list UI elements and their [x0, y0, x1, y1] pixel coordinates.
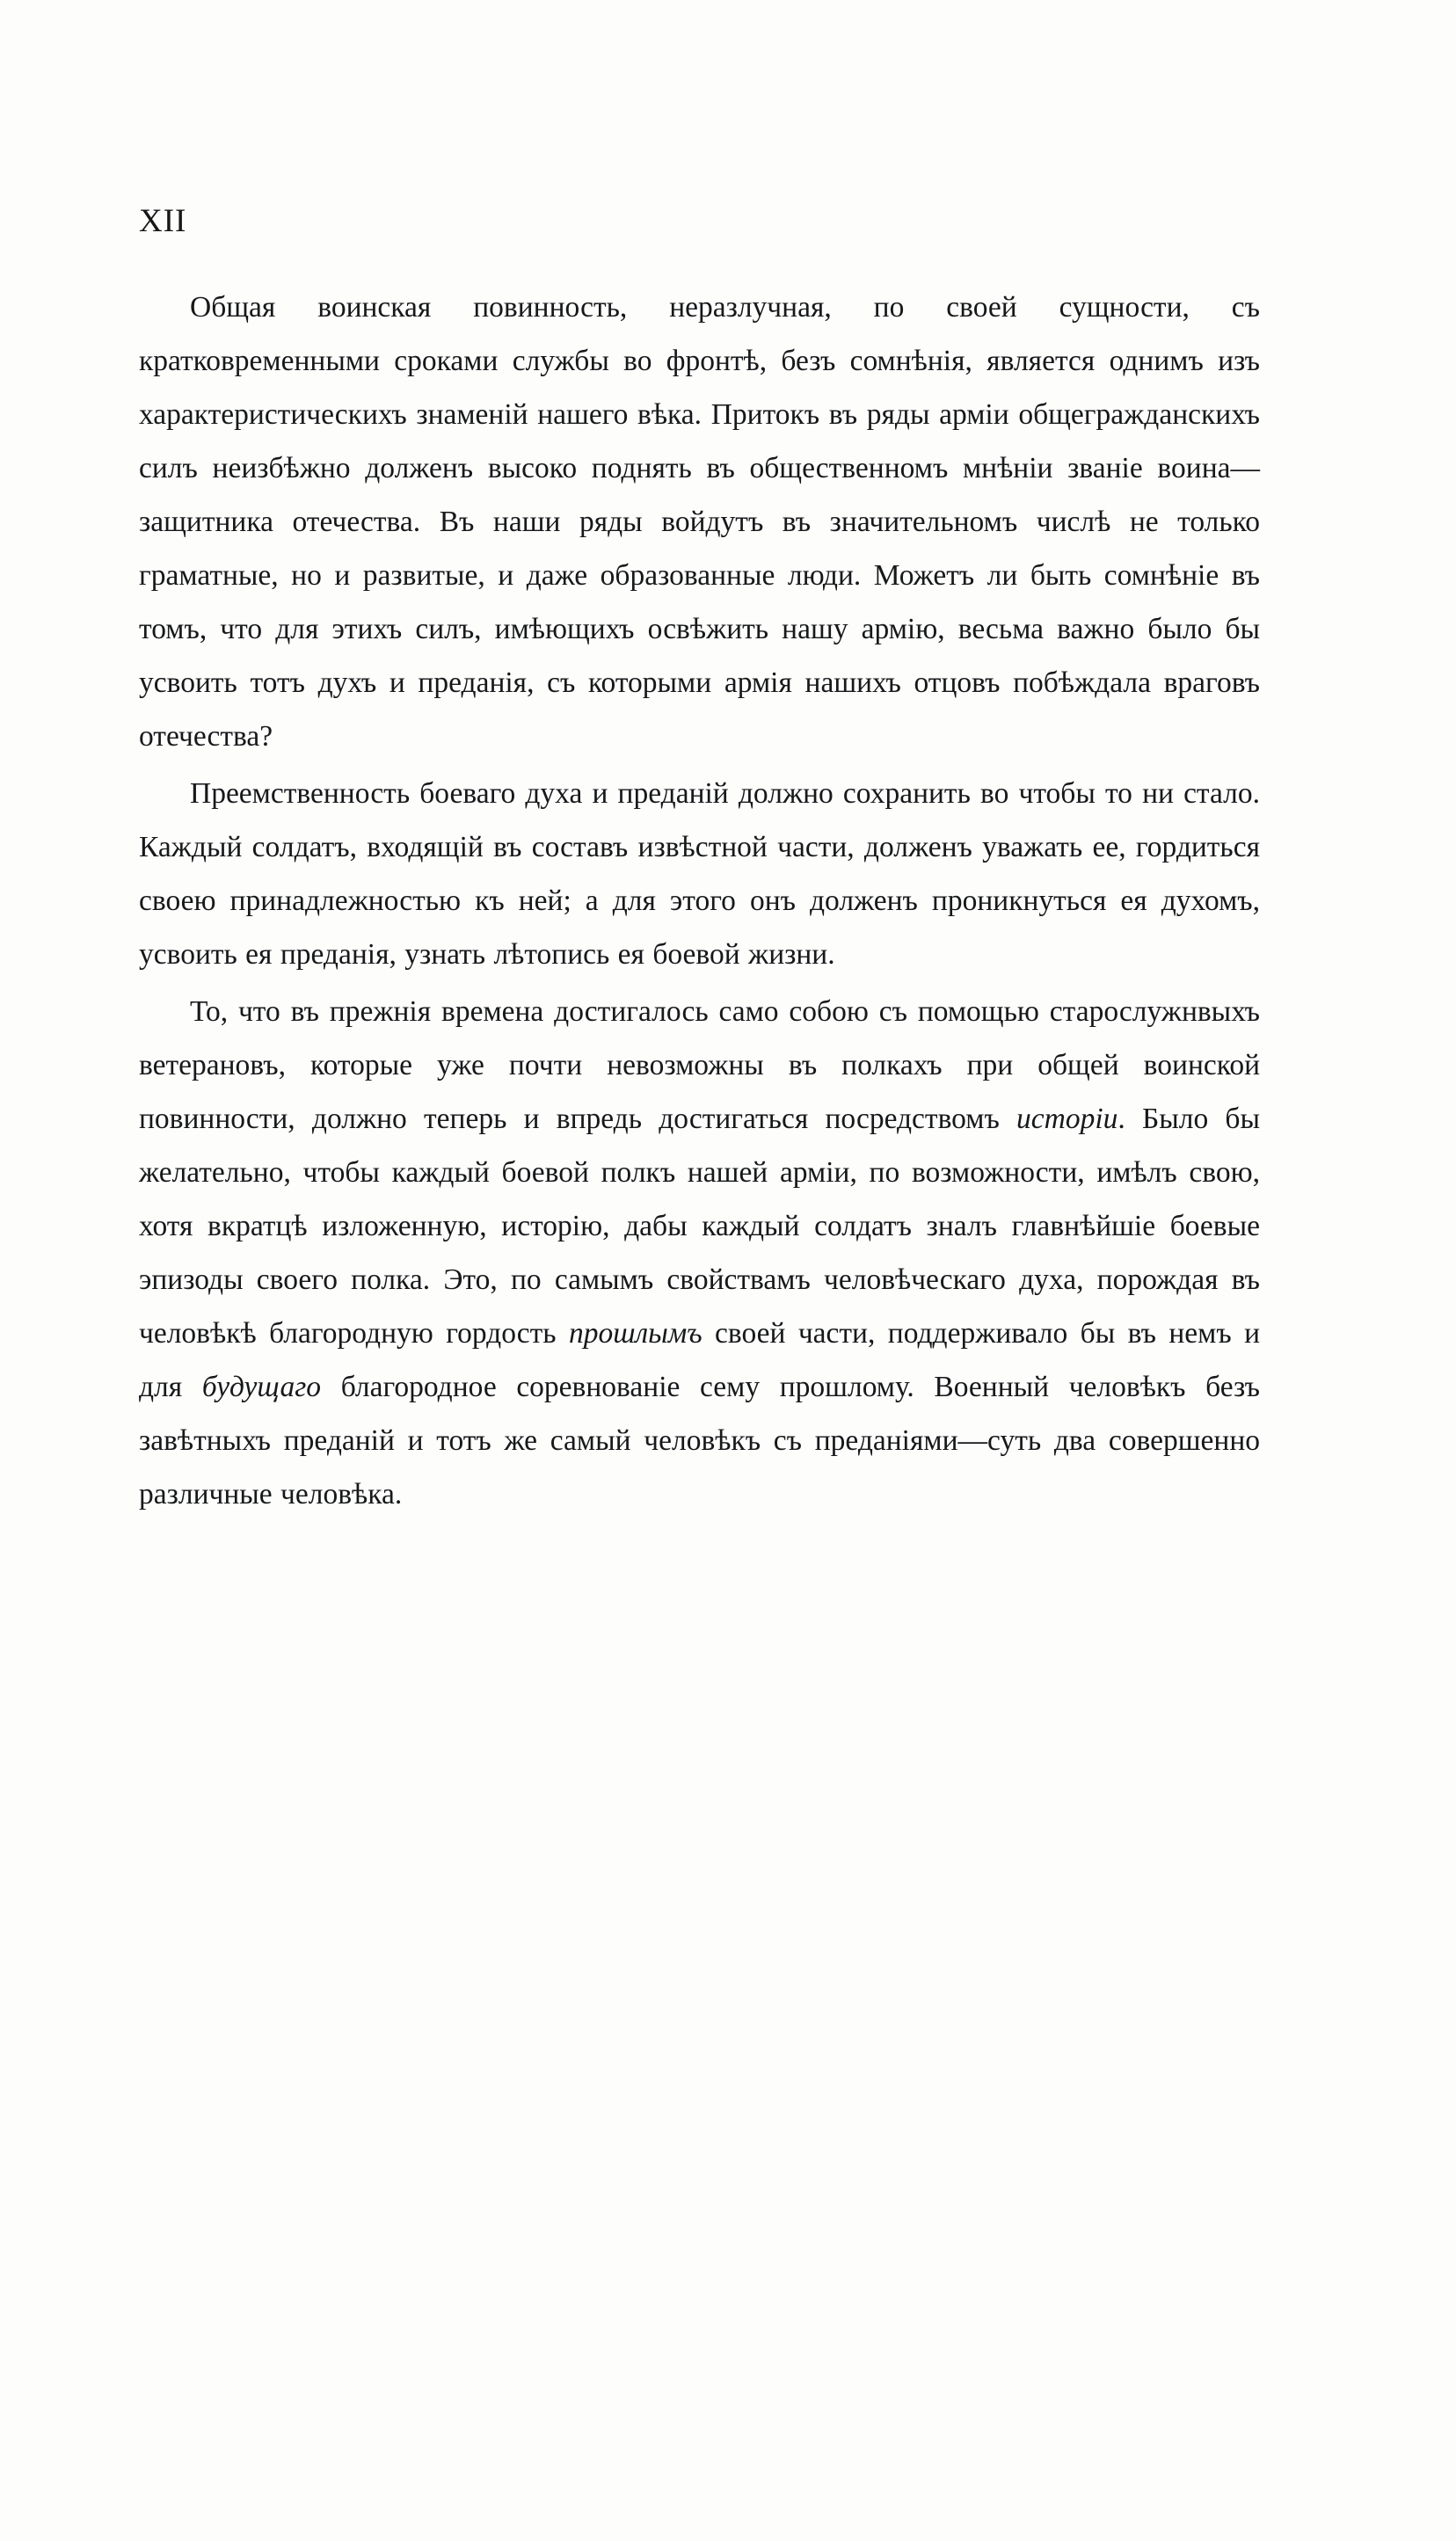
body-paragraph: Общая воинская повинность, неразлучная, по своей сущности, съ кратковременными сроками службы во фронтѣ, безъ сомнѣнія, является однимъ изъ характеристическихъ знаменій нашего вѣка. Притокъ въ ряды арміи общегражданскихъ силъ неизбѣжно долженъ высоко поднять въ общественномъ мнѣніи званіе воина—защитника отечества. Въ наши ряды войдутъ въ значительномъ числѣ не только граматные, но и развитые, и даже образованные люди. Можетъ ли быть сомнѣніе въ томъ, что для этихъ силъ, имѣющихъ освѣжить нашу армію, весьма важно было бы усвоить тотъ духъ и преданія, съ которыми армія нашихъ отцовъ побѣждала враговъ отечества? — [139, 291, 1260, 753]
page-content — [139, 202, 1260, 1525]
body-paragraph: То, что въ прежнія времена достигалось само собою съ помощью старослужнвыхъ ветерановъ, которые уже почти невозможны въ полкахъ при общей воинской повинности, должно теперь и впредь достигаться посредствомъ исторіи. Было бы желательно, чтобы каждый боевой полкъ нашей арміи, по возможности, имѣлъ свою, хотя вкратцѣ изложенную, исторію, дабы каждый солдатъ зналъ главнѣйшіе боевые эпизоды своего полка. Это, по самымъ свойствамъ человѣческаго духа, порождая въ человѣкѣ благородную гордость прошлымъ своей части, поддерживало бы въ немъ и для будущаго благородное соревнованіе сему прошлому. Военный человѣкъ безъ завѣтныхъ преданій и тотъ же самый человѣкъ съ преданіями—суть два совершенно различные человѣка. — [139, 995, 1260, 1511]
body-paragraph: Преемственность боеваго духа и преданій должно сохранить во чтобы то ни стало. Каждый солдатъ, входящій въ составъ извѣстной части, долженъ уважать ее, гордиться своею принадлежностью къ ней; а для этого онъ долженъ проникнуться ея духомъ, усвоить ея преданія, узнать лѣтопись ея боевой жизни. — [139, 777, 1260, 971]
chapter-number: XII — [139, 203, 187, 239]
